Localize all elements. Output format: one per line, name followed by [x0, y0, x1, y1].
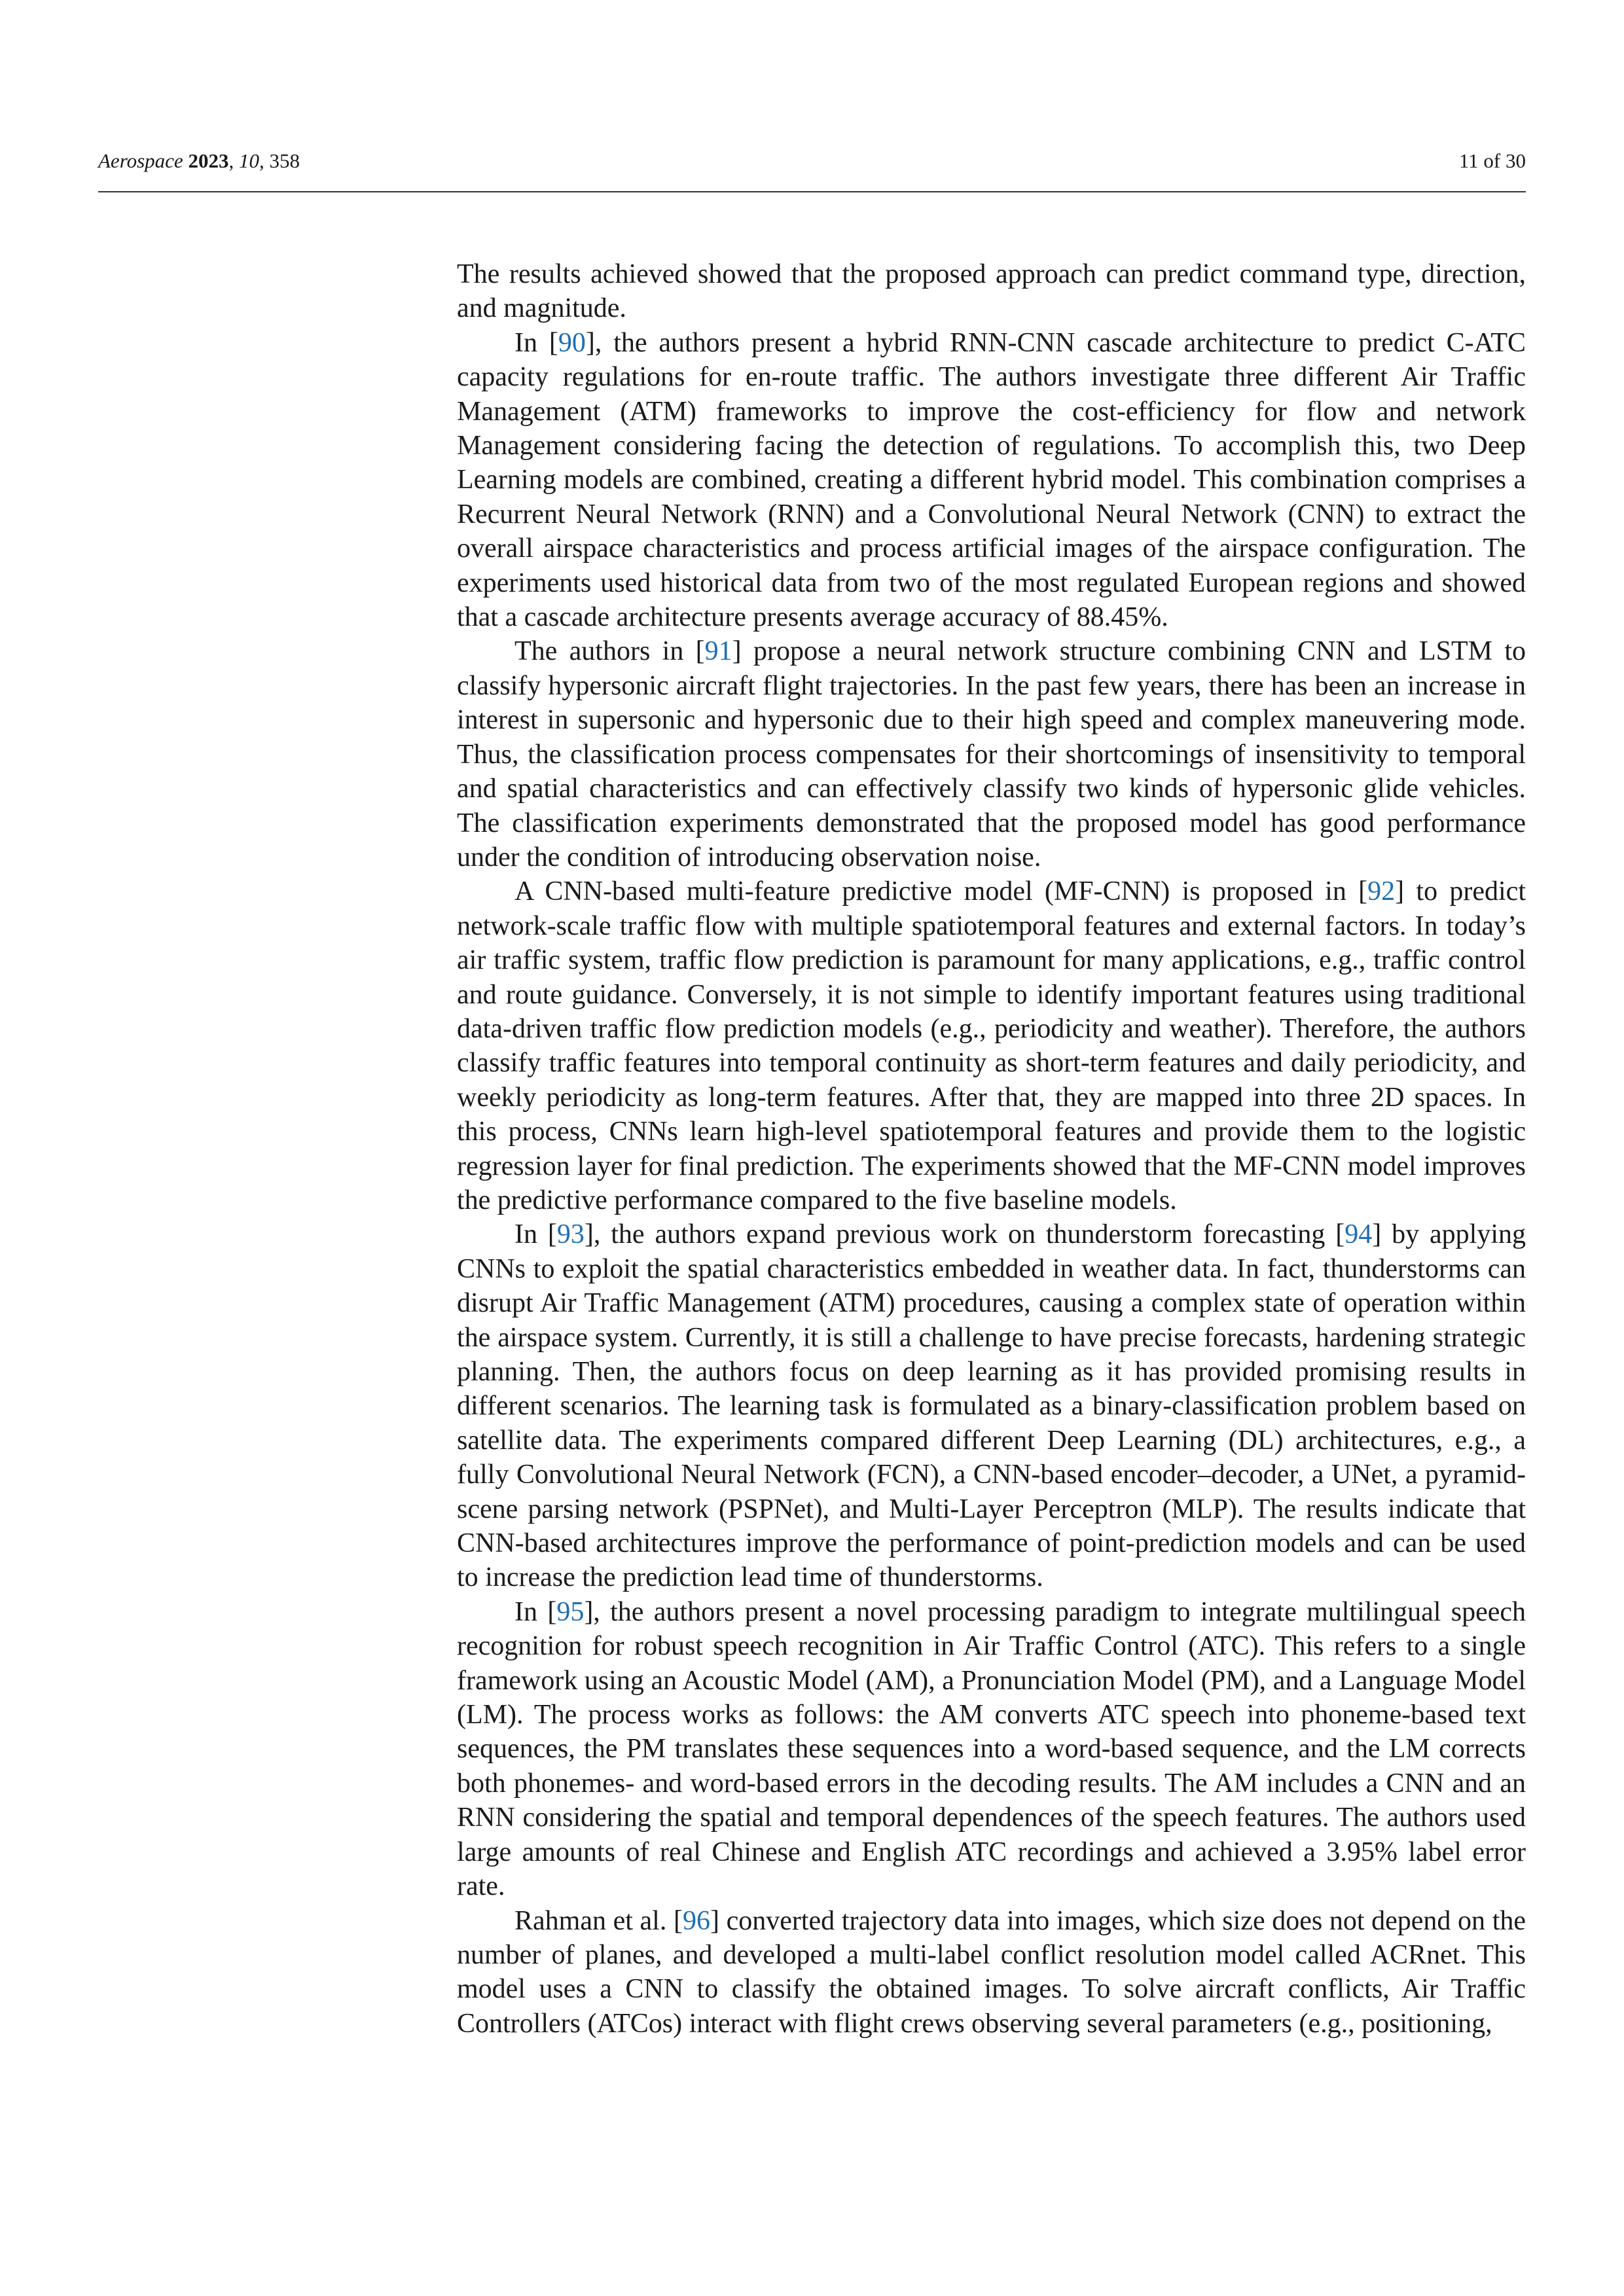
citation-link[interactable]: 94: [1344, 1219, 1373, 1250]
paragraph-text: Rahman et al. [: [514, 1905, 683, 1936]
header-divider: [98, 191, 1526, 192]
paragraph-text: In [: [514, 1219, 557, 1250]
citation-header: Aerospace 2023, 10, 358: [98, 149, 300, 172]
paragraph-text: ], the authors present a hybrid RNN-CNN cascade architecture to predict C-ATC capacity regulations for en-route traffic. The authors investigate three different Air Traffic Management (ATM) frameworks to improve the cost-efficiency for flow and network Management considering facing the detection of regulations. To accomplish this, two Deep Learning models are combined, creating a different hybrid model. This combination comprises a Recurrent Neural Network (RNN) and a Convolutional Neural Network (CNN) to extract the overall airspace characteristics and process artificial images of the airspace configuration. The experiments used historical data from two of the most regulated European regions and showed that a cascade architecture presents average accuracy of 88.45%.: [457, 327, 1526, 633]
paragraph: [457, 1595, 1526, 1904]
page-header: [98, 149, 1526, 173]
paragraph-text: In [: [514, 1596, 557, 1627]
journal-volume: 10: [238, 149, 259, 172]
paragraph: [457, 874, 1526, 1217]
citation-link[interactable]: 93: [556, 1219, 585, 1250]
paragraph: [457, 1217, 1526, 1594]
citation-link[interactable]: 92: [1367, 876, 1396, 907]
citation-link[interactable]: 91: [704, 636, 732, 667]
paragraph: [457, 257, 1526, 326]
paragraph-text: The authors in [: [514, 636, 705, 667]
paragraph-text: ] to predict network-scale traffic flow with multiple spatiotemporal features and external factors. In today’s air traffic system, traffic flow prediction is paramount for many applications, e.g., traffic control and route guidance. Conversely, it is not simple to identify important features using traditional data-driven traffic flow prediction models (e.g., periodicity and weather). Therefore, the authors classify traffic features into temporal continuity as short-term features and daily periodicity, and weekly periodicity as long-term features. After that, they are mapped into three 2D spaces. In this process, CNNs learn high-level spatiotemporal features and provide them to the logistic regression layer for final prediction. The experiments showed that the MF-CNN model improves the predictive performance compared to the five baseline models.: [457, 876, 1526, 1215]
paragraph-text: ] by applying CNNs to exploit the spatial characteristics embedded in weather data. In fact, thunderstorms can disrupt Air Traffic Management (ATM) procedures, causing a complex state of operation within the airspace system. Currently, it is still a challenge to have precise forecasts, hardening strategic planning. Then, the authors focus on deep learning as it has provided promising results in different scenarios. The learning task is formulated as a binary-classification problem based on satellite data. The experiments compared different Deep Learning (DL) architectures, e.g., a fully Convolutional Neural Network (FCN), a CNN-based encoder–decoder, a UNet, a pyramid-scene parsing network (PSPNet), and Multi-Layer Perceptron (MLP). The results indicate that CNN-based architectures improve the performance of point-prediction models and can be used to increase the prediction lead time of thunderstorms.: [457, 1219, 1526, 1593]
paragraph-text: A CNN-based multi-feature predictive model (MF-CNN) is proposed in [: [514, 876, 1368, 907]
citation-link[interactable]: 90: [558, 327, 586, 358]
citation-link[interactable]: 95: [556, 1596, 585, 1627]
paragraph-text: ] propose a neural network structure combining CNN and LSTM to classify hypersonic aircraft flight trajectories. In the past few years, there has been an increase in interest in supersonic and hypersonic due to their high speed and complex maneuvering mode. Thus, the classification process compensates for their shortcomings of insensitivity to temporal and spatial characteristics and can effectively classify two kinds of hypersonic glide vehicles. The classification experiments demonstrated that the proposed model has good performance under the condition of introducing observation noise.: [457, 636, 1526, 872]
journal-name: Aerospace: [98, 149, 183, 172]
paragraph-text: In [: [514, 327, 558, 358]
paragraph-text: ], the authors present a novel processing paradigm to integrate multilingual speech recognition for robust speech recognition in Air Traffic Control (ATC). This refers to a single framework using an Acoustic Model (AM), a Pronunciation Model (PM), and a Language Model (LM). The process works as follows: the AM converts ATC speech into phoneme-based text sequences, the PM translates these sequences into a word-based sequence, and the LM corrects both phonemes- and word-based errors in the decoding results. The AM includes a CNN and an RNN considering the spatial and temporal dependences of the speech features. The authors used large amounts of real Chinese and English ATC recordings and achieved a 3.95% label error rate.: [457, 1596, 1526, 1902]
citation-link[interactable]: 96: [682, 1905, 710, 1936]
paragraph-text: ], the authors expand previous work on thunderstorm forecasting [: [584, 1219, 1345, 1250]
article-body: [457, 257, 1526, 2041]
paragraph: [457, 1904, 1526, 2041]
paragraph-text: ] converted trajectory data into images, which size does not depend on the number of planes, and developed a multi-label conflict resolution model called ACRnet. This model uses a CNN to classify the obtained images. To solve aircraft conflicts, Air Traffic Controllers (ATCos) interact with flight crews observing several parameters (e.g., positioning,: [457, 1905, 1526, 2039]
paragraph: [457, 326, 1526, 635]
journal-year: 2023: [188, 149, 229, 172]
paragraph-text: The results achieved showed that the proposed approach can predict command type, direction, and magnitude.: [457, 259, 1526, 324]
page-number: 11 of 30: [1458, 149, 1526, 172]
article-number: 358: [269, 149, 300, 172]
paragraph: [457, 634, 1526, 874]
